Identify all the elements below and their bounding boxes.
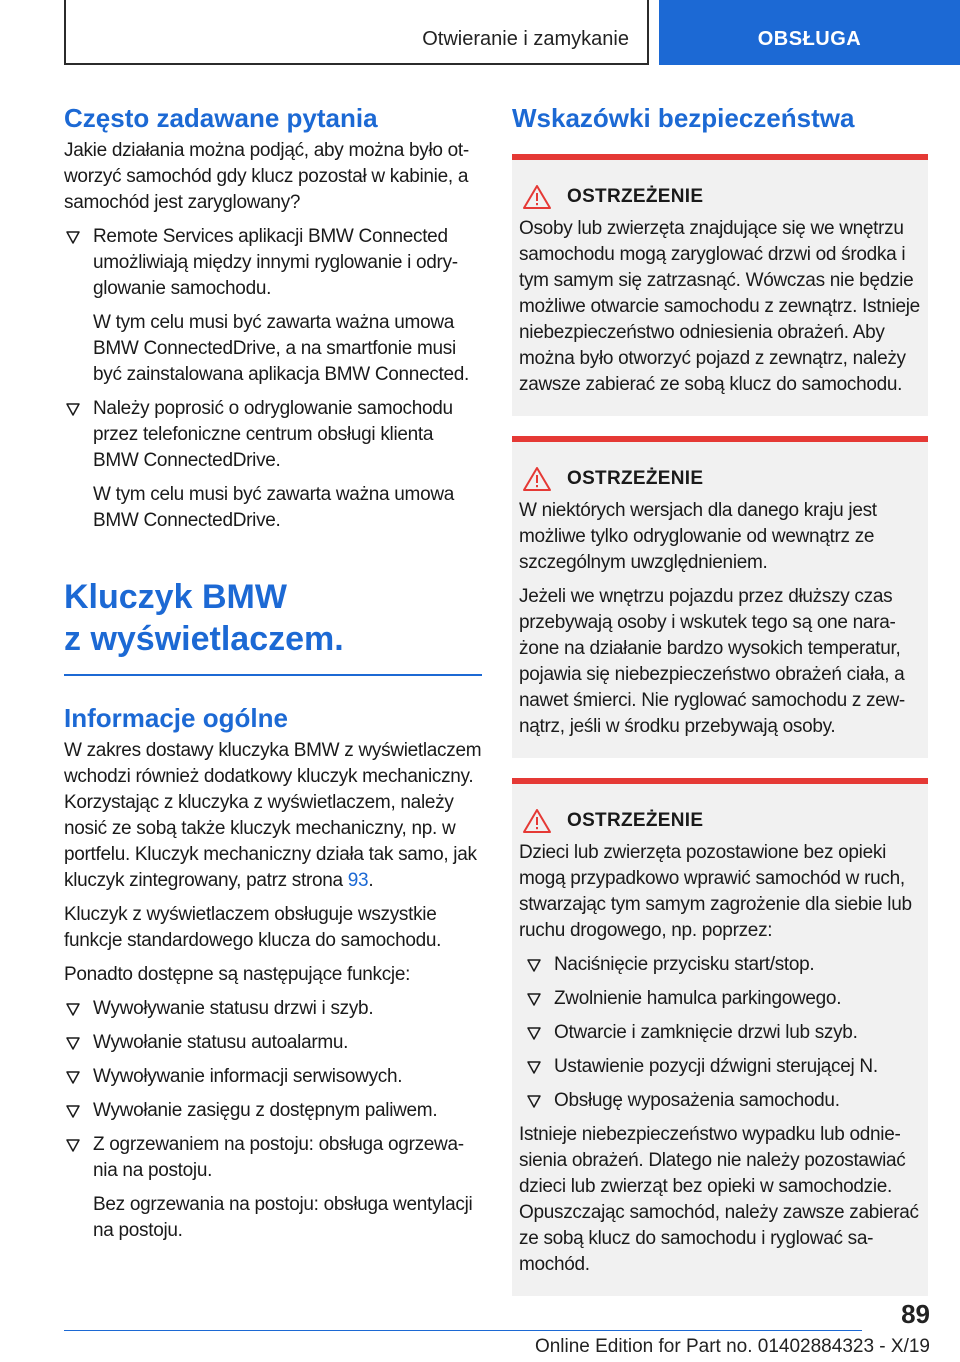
list-item xyxy=(64,224,482,388)
functions-list xyxy=(64,996,482,1244)
header-section-title: Otwieranie i zamykanie xyxy=(422,28,629,50)
list-item xyxy=(64,1098,482,1124)
function-item-text: Z ogrzewaniem na postoju: obsługa ogrzewania na postoju. xyxy=(93,1134,465,1181)
header-chapter-tab[interactable] xyxy=(659,0,960,65)
warning-box-2 xyxy=(512,436,928,758)
triangle-bullet-icon xyxy=(526,1091,542,1111)
list-item xyxy=(525,1020,921,1046)
general-paragraph-3: Ponadto dostępne są następujące funkcje: xyxy=(64,964,411,985)
triangle-bullet-icon xyxy=(65,1101,81,1121)
page-reference-link[interactable]: 93 xyxy=(347,870,369,891)
general-paragraph-1-end: . xyxy=(368,870,374,891)
footer-edition: Online Edition for Part no. 01402884323 - X/19 xyxy=(534,1336,930,1357)
warning-item-text: Obsługę wyposażenia samochodu. xyxy=(554,1090,840,1111)
warning-item-text: Ustawienie pozycji dźwigni sterującej N. xyxy=(554,1056,878,1077)
warning-box-3 xyxy=(512,778,928,1296)
warning-title: OSTRZEŻENIE xyxy=(567,186,704,207)
faq-item-note: W tym celu musi być zawarta ważna umowa BMW ConnectedDrive. xyxy=(93,484,455,531)
warning-triangle-icon xyxy=(521,465,553,493)
general-paragraph-1-text: W zakres dostawy kluczyka BMW z wyświetlaczem wchodzi również dodatkowy kluczyk mechaniczny. Korzystając z kluczyka z wyświetlaczem, należy nosić ze sobą także kluczyk mechaniczny, np. w portfelu. Kluczyk mechaniczny działa tak samo, jak kluczyk zintegrowany, patrz strona xyxy=(64,740,482,891)
right-column xyxy=(512,100,928,1296)
warning-triangle-icon xyxy=(521,183,553,211)
list-item xyxy=(64,996,482,1022)
list-item xyxy=(64,1030,482,1056)
faq-item-text: Należy poprosić o odryglowanie samochodu przez telefoniczne centrum obsługi klienta BMW ConnectedDrive. xyxy=(93,398,453,471)
triangle-bullet-icon xyxy=(526,955,542,975)
warning-title: OSTRZEŻENIE xyxy=(567,810,704,831)
triangle-bullet-icon xyxy=(65,1135,81,1155)
triangle-bullet-icon xyxy=(65,227,81,247)
general-paragraph-2: Kluczyk z wyświetlaczem obsługuje wszystkie funkcje standardowego klucza do samochodu. xyxy=(64,904,442,951)
warning-text: Osoby lub zwierzęta znajdujące się we wnętrzu samochodu mogą zaryglować drzwi od środka i tym samym się zatrzasnąć. Wówczas nie będzie możliwe otwarcie samochodu z zewnątrz. Istnieje niebezpieczeństwo odniesienia obrażeń. Aby można było otworzyć pojazd z zewnątrz, należy zawsze zabierać ze sobą klucz do samochodu. xyxy=(519,218,920,395)
faq-title: Często zadawane pytania xyxy=(64,103,378,133)
faq-question: Jakie działania można podjąć, aby można było otworzyć samochód gdy klucz pozostał w kabinie, a samochód jest zaryglowany? xyxy=(64,140,470,213)
warning-list xyxy=(519,952,921,1114)
list-item xyxy=(525,1054,921,1080)
warning-item-text: Naciśnięcie przycisku start/stop. xyxy=(554,954,815,975)
list-item xyxy=(64,1132,482,1244)
triangle-bullet-icon xyxy=(526,1057,542,1077)
triangle-bullet-icon xyxy=(65,1033,81,1053)
triangle-bullet-icon xyxy=(526,989,542,1009)
safety-title: Wskazówki bezpieczeństwa xyxy=(512,103,855,133)
header-frame xyxy=(64,0,649,65)
faq-item-text: Remote Services aplikacji BMW Connected umożliwiają między innymi ryglowanie i odryglowanie samochodu. xyxy=(93,226,459,299)
warning-item-text: Otwarcie i zamknięcie drzwi lub szyb. xyxy=(554,1022,858,1043)
list-item xyxy=(64,1064,482,1090)
warning-text: Jeżeli we wnętrzu pojazdu przez dłuższy czas przebywają osoby i wskutek tego są one narażone na działanie bardzo wysokich temperatur, pojawia się niebezpieczeństwo obrażeń ciała, a nawet śmierci. Nie ryglować samochodu z zewnątrz, jeśli w środku przebywają osoby. xyxy=(519,586,906,737)
triangle-bullet-icon xyxy=(65,1067,81,1087)
list-item xyxy=(64,396,482,534)
warning-header xyxy=(519,182,921,212)
key-section-title xyxy=(64,576,482,660)
function-item-text: Wywoływanie informacji serwisowych. xyxy=(93,1066,403,1087)
function-item-text: Wywołanie statusu autoalarmu. xyxy=(93,1032,349,1053)
warning-box-1 xyxy=(512,154,928,416)
header-chapter-label: OBSŁUGA xyxy=(757,28,862,50)
general-paragraph-1 xyxy=(64,738,482,894)
list-item xyxy=(525,1088,921,1114)
general-info-title: Informacje ogólne xyxy=(64,703,288,733)
warning-triangle-icon xyxy=(521,807,553,835)
key-title-line1: Kluczyk BMW xyxy=(64,578,287,616)
triangle-bullet-icon xyxy=(526,1023,542,1043)
warning-text: Dzieci lub zwierzęta pozostawione bez opieki mogą przypadkowo wprawić samochód w ruch, stwarzając tym samym zagrożenie dla siebie lub ruchu drogowego, np. poprzez: xyxy=(519,842,912,941)
warning-header xyxy=(519,464,921,494)
warning-header xyxy=(519,806,921,836)
function-item-text: Wywołanie zasięgu z dostępnym paliwem. xyxy=(93,1100,438,1121)
function-item-text: Wywoływanie statusu drzwi i szyb. xyxy=(93,998,374,1019)
triangle-bullet-icon xyxy=(65,399,81,419)
faq-item-note: W tym celu musi być zawarta ważna umowa BMW ConnectedDrive, a na smartfonie musi być zainstalowana aplikacja BMW Connected. xyxy=(93,312,470,385)
triangle-bullet-icon xyxy=(65,999,81,1019)
section-divider xyxy=(64,674,482,676)
key-title-line2: z wyświetlaczem. xyxy=(64,620,344,658)
left-column xyxy=(64,100,482,1252)
list-item xyxy=(525,986,921,1012)
page-number: 89 xyxy=(901,1299,930,1329)
warning-text: Istnieje niebezpieczeństwo wypadku lub odniesienia obrażeń. Dlatego nie należy pozostawiać dzieci lub zwierząt bez opieki w samochodzie. Opuszczając samochód, należy zawsze zabierać ze sobą klucz do samochodu i ryglować samochód. xyxy=(519,1124,919,1275)
warning-text: W niektórych wersjach dla danego kraju jest możliwe tylko odryglowanie od wewnątrz ze szczególnym uwzględnieniem. xyxy=(519,500,877,573)
function-item-note: Bez ogrzewania na postoju: obsługa wentylacji na postoju. xyxy=(93,1194,473,1241)
faq-list xyxy=(64,224,482,534)
footer-divider xyxy=(64,1330,862,1331)
warning-item-text: Zwolnienie hamulca parkingowego. xyxy=(554,988,842,1009)
list-item xyxy=(525,952,921,978)
warning-title: OSTRZEŻENIE xyxy=(567,468,704,489)
